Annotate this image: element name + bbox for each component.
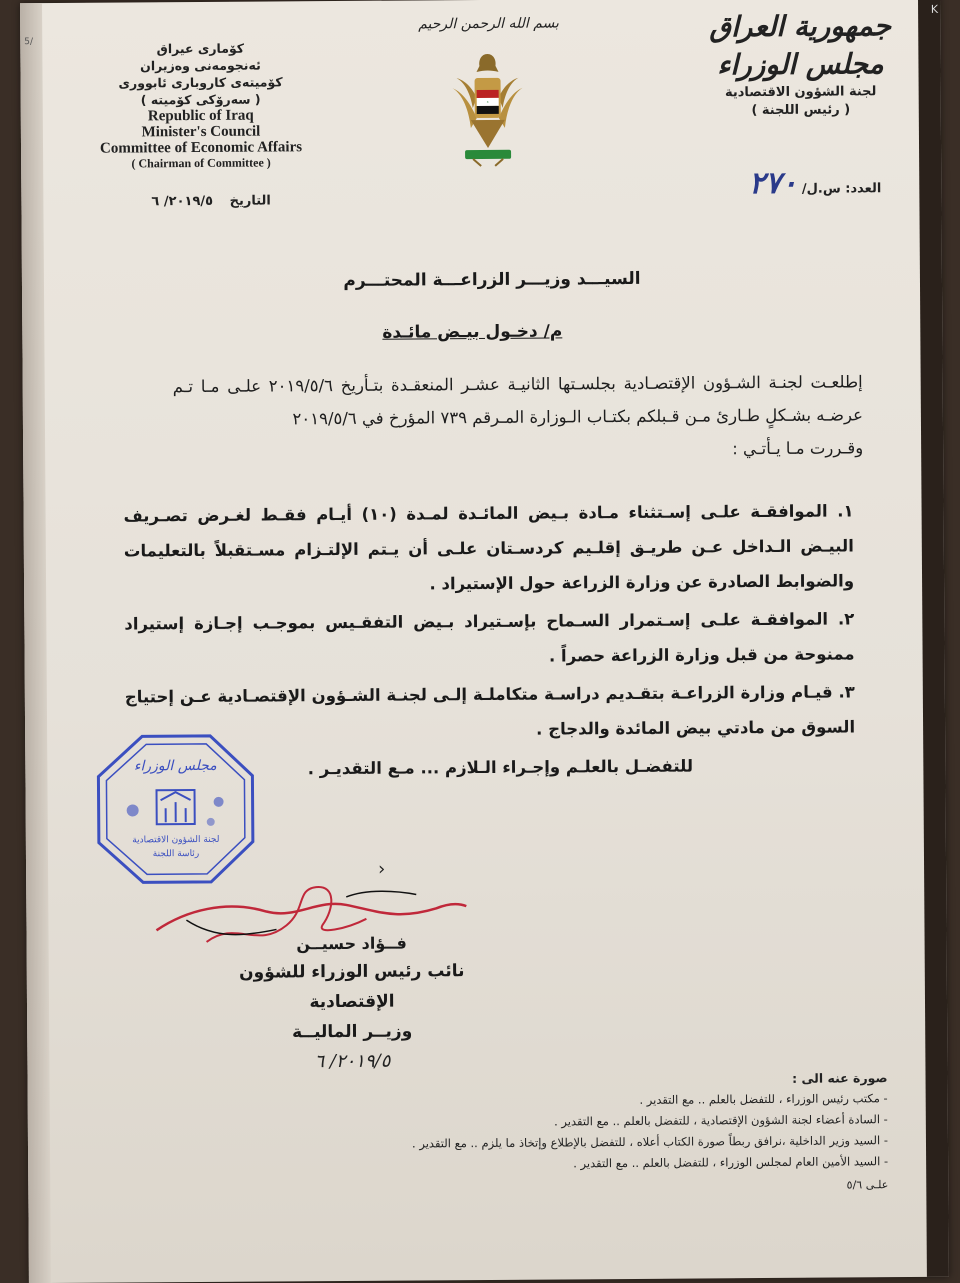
kurdish-line: کۆماری عیراق (156, 40, 245, 57)
iraq-eagle-emblem-icon (450, 48, 525, 173)
copy-recipient: - مكتب رئيس الوزراء ، للتفضل بالعلم .. مع التقدير . (639, 1091, 888, 1107)
body-paragraph (173, 365, 864, 469)
english-chairman: ( Chairman of Committee ) (131, 155, 271, 171)
decision-list (123, 493, 855, 752)
copy-recipient: - السيد وزير الداخلية ،نرافق ربطاً صورة الكتاب أعلاه ، للتفضل بالإطلاع وإتخاذ ما يلزم .. مع التقدير . (411, 1133, 889, 1151)
decision-intro: وقـررت مـا يـأتـي : (732, 438, 864, 459)
basmala: بسم الله الرحمن الرحيم (418, 15, 559, 33)
decision-item: ٢. الموافقـة علـى إسـتمرار السـماح بإسـتيراد بـيض التفقـيس بموجـب إجـازة إستيراد ممنوحة من قبل وزارة الزراعة حصراً . (124, 609, 855, 666)
signer-date: ٢٠١٩/٥/ ٦ (314, 1050, 391, 1073)
decision-item: ٣. قيـام وزارة الزراعـة بتقـديم دراسـة متكاملـة إلـى لجنـة الشـؤون الإقتصـادية عـن إحتياج السوق من مادتي بيض المائدة والدجاج . (124, 682, 856, 739)
decision-item: ١. الموافقـة علـى إسـتثناء مـادة بـيض المائـدة لمـدة (١٠) أيـام فقـط لغـرض تصـريف البيـض الـداخل عـن طريـق إقلـيم كردسـتان علـى أن يـتم الإلتـزام مسـتقبلاً بالتعليمات والضوابط الصادرة عن وزارة الزراعة حول الإستيراد . (123, 501, 855, 594)
english-line: Minister's Council (141, 123, 261, 141)
pen-mark: › (377, 858, 386, 880)
copy-recipient: - السادة أعضاء لجنة الشؤون الإقتصادية ، للتفضل بالعلم .. مع التقدير . (554, 1112, 888, 1129)
stamp-top-text: مجلس الوزراء (133, 757, 217, 775)
letterhead-right (685, 7, 916, 121)
copy-recipient: - السيد الأمين العام لمجلس الوزراء ، للتفضل بالعلم .. مع التقدير . (573, 1154, 889, 1171)
english-line: Committee of Economic Affairs (99, 139, 303, 157)
council-calligraphy: مجلس الوزراء (717, 47, 884, 82)
reference-label: العدد: س.ل/ (801, 181, 882, 197)
letterhead-left (90, 39, 311, 172)
copies-list (277, 1067, 888, 1199)
right-edge-text: K (930, 2, 939, 16)
english-line: Republic of Iraq (147, 107, 254, 125)
committee-name: لجنة الشؤون الاقتصادية (724, 84, 877, 101)
date-label: التاريخ (229, 193, 271, 209)
signer-title-2: وزيــر الماليــة (292, 1021, 413, 1043)
kurdish-line: ( سەرۆکی کۆمیتە ) (140, 91, 261, 108)
left-page-edge (20, 3, 51, 1283)
copies-title: صورة عنه الى : (792, 1070, 888, 1086)
date-value: ٢٠١٩/٥/ ٦ (151, 193, 214, 210)
document-page (20, 0, 949, 1283)
body-text: إطلعـت لجنـة الشـؤون الإقتصـادية بجلسـتها الثانيـة عشـر المنعقـدة بتـأريخ ٢٠١٩/٥/٦ علـى مـا تـم عرضـه بشـكلٍ طـارئ مـن قـبلكم بكتـاب الـوزارة المـرقم ٧٣٩ المؤرخ في ٢٠١٩/٥/٦ (172, 372, 863, 429)
reference-number (661, 165, 881, 202)
date-field (151, 193, 271, 209)
stamp-emblem-icon (127, 790, 224, 827)
right-background (918, 0, 949, 1277)
reference-value: ٢٧٠ (748, 165, 798, 202)
left-edge-text: 5/ (24, 37, 34, 48)
committee-stamp (90, 730, 261, 891)
committee-chairman: ( رئيس اللجنة ) (751, 102, 851, 119)
svg-text:*: * (486, 99, 489, 105)
signature-block (206, 930, 497, 1078)
kurdish-line: کۆمیتەی کاروباری ئابووری (118, 74, 283, 91)
subject-line: م/ دخـول بيـض مائـدة (382, 321, 563, 343)
signer-name: فــؤاد حسيــن (296, 933, 407, 954)
addressee: السيـــد وزيـــر الزراعـــة المحتـــرم (343, 268, 641, 291)
copies-footer: علـى ٥/٦ (846, 1178, 889, 1192)
stamp-bottom-text: لجنة الشؤون الاقتصادية (132, 834, 220, 846)
signer-title: نائب رئيس الوزراء للشؤون الإقتصادية (239, 961, 465, 1013)
closing-line: للتفضـل بالعلـم وإجـراء الـلازم ... مـع التقديـر . (307, 756, 694, 779)
kurdish-line: ئەنجومەنی وەزیران (140, 57, 261, 74)
republic-calligraphy: جمهورية العراق (709, 9, 892, 44)
stamp-bottom-text-2: رئاسة اللجنة (152, 848, 200, 860)
